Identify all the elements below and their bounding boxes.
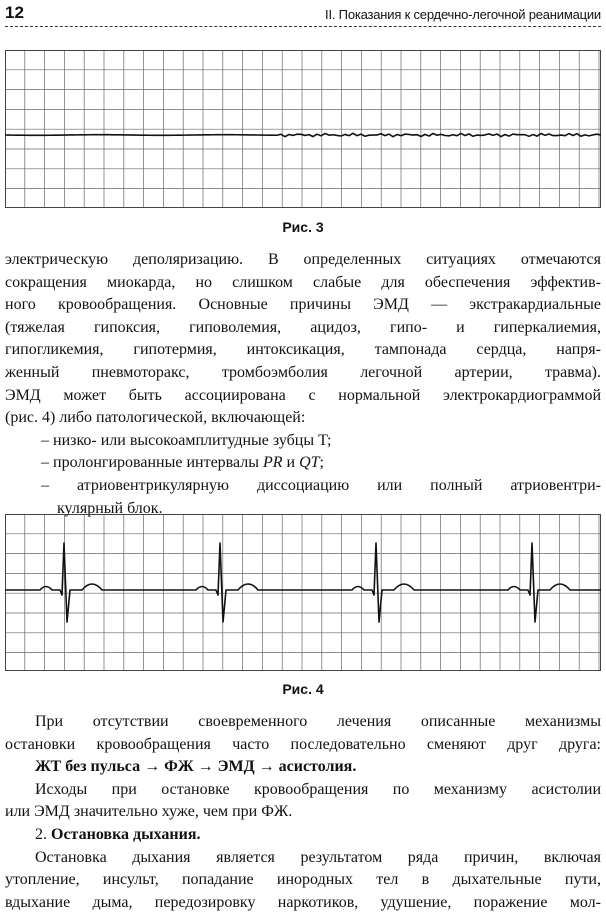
rhythm-sequence: ЖТ без пульса → ФЖ → ЭМД → асистолия. [35,758,357,776]
text-line: сокращения миокарда, но слишком слабые для обеспечения эффектив- [5,273,601,291]
text-line: (рис. 4) либо патологической, включающей: [5,409,306,427]
bullet-item: – атриовентрикулярную диссоциацию или полный атриовентри- [41,476,601,494]
text-line: гипогликемия, гипотермия, интоксикация, тампонада сердца, напря- [5,341,601,359]
ecg-flat-trace [5,133,601,136]
page-header [5,2,601,27]
strip-border [6,515,601,671]
text-line: (тяжелая гипоксия, гиповолемия, ацидоз, гипо- и гиперкалиемия, [5,318,601,336]
section-heading: 2. Остановка дыхания. [35,825,201,843]
bullet-item: – пролонгированные интервалы PR и QT; [41,454,324,472]
text-line: Остановка дыхания является результатом ряда причин, включая [35,848,601,866]
text-line: вдыхание дыма, передозировку наркотиков, удушение, поражение мол- [5,893,601,911]
running-title: II. Показания к сердечно-легочной реанимации [325,7,601,22]
ecg-figure-4 [5,514,601,671]
ecg-strip-normal [5,514,601,671]
figure-4-caption: Рис. 4 [282,681,324,697]
figure-3-caption: Рис. 3 [282,219,324,235]
page-number: 12 [5,3,24,22]
ecg-normal-trace [5,543,601,622]
text-line: женный пневмоторакс, тромбоэмболия легочной артерии, травма). [5,363,601,381]
text-line: ного кровообращения. Основные причины ЭМД — экстракардиальные [5,296,601,314]
bullet-item-continuation: кулярный блок. [57,499,163,517]
text-line: ЭМД может быть ассоциирована с нормальной электрокардиограммой [5,386,601,404]
text-line: или ЭМД значительно хуже, чем при ФЖ. [5,803,293,821]
ecg-strip-asystole [5,50,601,208]
body-text-block-2 [5,711,601,914]
text-line: При отсутствии своевременного лечения описанные механизмы [35,713,601,730]
bullet-item: – низко- или высокоамплитудные зубцы T; [41,431,332,449]
text-line: остановки кровообращения часто последовательно сменяют друг друга: [5,735,601,753]
body-text-block-1 [5,249,601,520]
text-line: Исходы при остановке кровообращения по механизму асистолии [35,780,601,798]
text-line: электрическую деполяризацию. В определенных ситуациях отмечаются [5,251,601,268]
ecg-figure-3 [5,50,601,208]
text-line: утопление, инсульт, попадание инородных тел в дыхательные пути, [5,871,601,889]
